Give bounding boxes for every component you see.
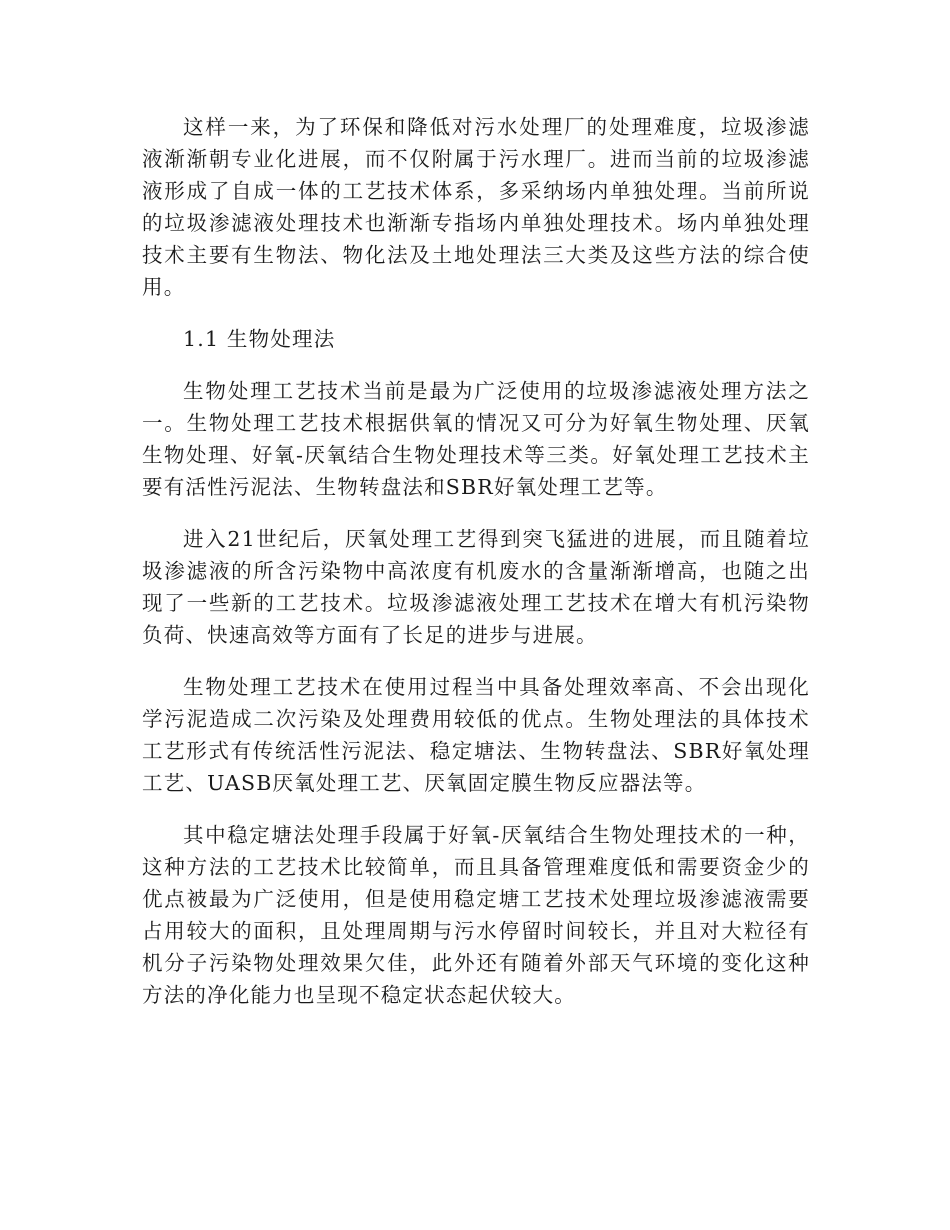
paragraph-biological-overview: 生物处理工艺技术当前是最为广泛使用的垃圾渗滤液处理方法之一。生物处理工艺技术根据供氧的情况又可分为好氧生物处理、厌氧生物处理、好氧-厌氧结合生物处理技术等三类。好氧处理工艺技术主要有活性污泥法、生物转盘法和SBR好氧处理工艺等。 (142, 379, 810, 499)
paragraph-intro: 这样一来，为了环保和降低对污水处理厂的处理难度，垃圾渗滤液渐渐朝专业化进展，而不仅附属于污水理厂。进而当前的垃圾渗滤液形成了自成一体的工艺技术体系，多采纳场内单独处理。当前所说的垃圾渗滤液处理技术也渐渐专指场内单独处理技术。场内单独处理技术主要有生物法、物化法及土地处理法三大类及这些方法的综合使用。 (142, 115, 810, 299)
document-body (142, 111, 810, 1031)
section-heading-biological-treatment: 1.1 生物处理法 (183, 327, 336, 351)
paragraph-stabilization-pond: 其中稳定塘法处理手段属于好氧-厌氧结合生物处理技术的一种，这种方法的工艺技术比较简单，而且具备管理难度低和需要资金少的优点被最为广泛使用，但是使用稳定塘工艺技术处理垃圾渗滤液需要占用较大的面积，且处理周期与污水停留时间较长，并且对大粒径有机分子污染物处理效果欠佳，此外还有随着外部天气环境的变化这种方法的净化能力也呈现不稳定状态起伏较大。 (142, 823, 810, 1007)
paragraph-advantages: 生物处理工艺技术在使用过程当中具备处理效率高、不会出现化学污泥造成二次污染及处理费用较低的优点。生物处理法的具体技术工艺形式有传统活性污泥法、稳定塘法、生物转盘法、SBR好氧处理工艺、UASB厌氧处理工艺、厌氧固定膜生物反应器法等。 (142, 675, 810, 795)
paragraph-21st-century: 进入21世纪后，厌氧处理工艺得到突飞猛进的进展，而且随着垃圾渗滤液的所含污染物中高浓度有机废水的含量渐渐增高，也随之出现了一些新的工艺技术。垃圾渗滤液处理工艺技术在增大有机污染物负荷、快速高效等方面有了长足的进步与进展。 (142, 527, 810, 647)
